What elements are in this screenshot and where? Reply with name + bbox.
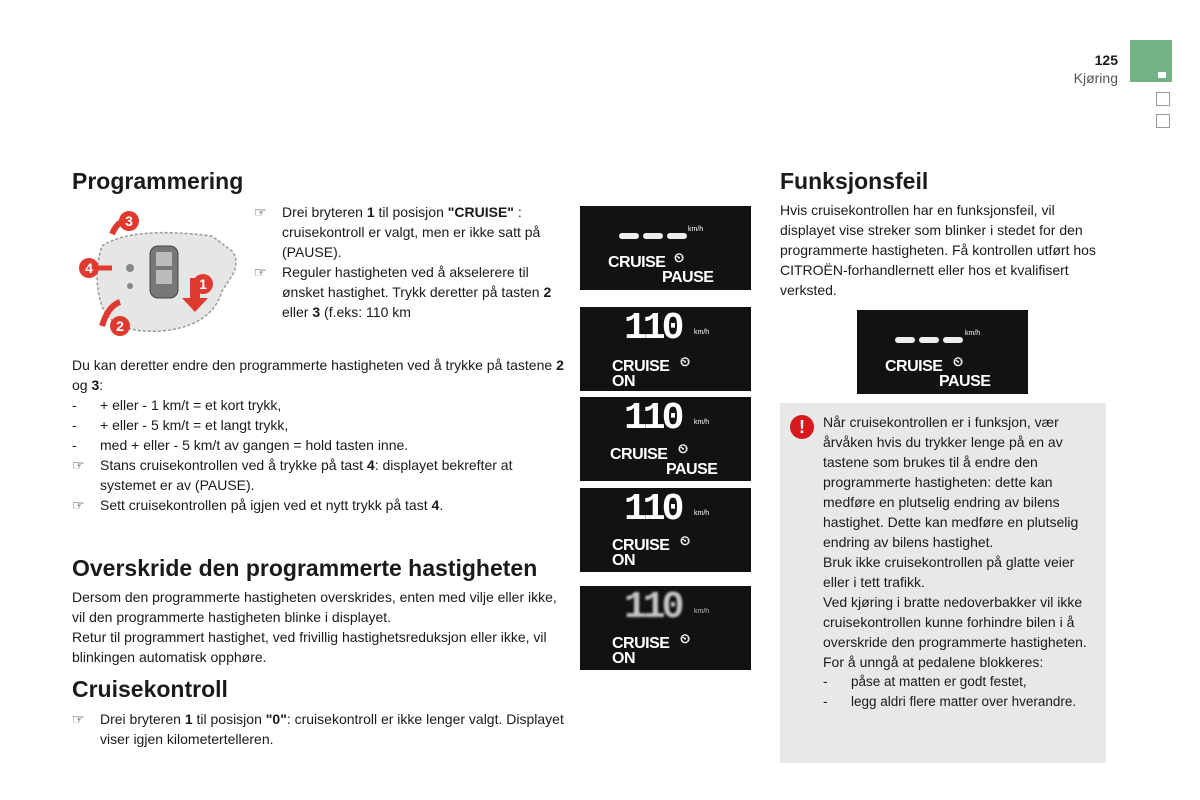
hand-pointer-icon: ☞ — [72, 711, 85, 727]
speedometer-icon: ⏲ — [678, 441, 688, 456]
step-item: ☞ Reguler hastigheten ved å akselerere til ønsket hastighet. Trykk deretter på tasten 2 eller 3 (f.eks: 110 km — [254, 264, 552, 320]
dash-item: - + eller - 5 km/t = et langt trykk, — [72, 417, 289, 433]
speedometer-icon: ⏲ — [680, 354, 690, 369]
programmering-body — [72, 355, 572, 515]
display-cruise-pause: km/h CRUISE PAUSE ⏲ — [580, 206, 751, 290]
chapter-tab-active — [1130, 40, 1172, 82]
callout-1: 1 — [199, 276, 207, 292]
hand-pointer-icon: ☞ — [254, 264, 267, 280]
adjust-paragraph: Du kan deretter endre den programmerte hastigheten ved å trykke på tastene 2 og 3: — [72, 357, 564, 393]
warning-box — [780, 403, 1106, 763]
heading-programmering: Programmering — [72, 168, 244, 194]
chapter-tab — [1156, 92, 1170, 106]
chapter-tab — [1156, 114, 1170, 128]
speedometer-icon: ⏲ — [680, 533, 690, 548]
stalk-illustration — [72, 206, 242, 344]
hand-pointer-icon: ☞ — [72, 497, 85, 513]
display-cruise-on-2: 110 km/h CRUISE ON ⏲ — [580, 488, 751, 572]
dash-item: - med + eller - 5 km/t av gangen = hold tasten inne. — [72, 437, 409, 453]
callout-3: 3 — [125, 213, 133, 229]
heading-funksjonsfeil: Funksjonsfeil — [780, 168, 929, 194]
step-item: ☞ Drei bryteren 1 til posisjon "CRUISE" : cruisekontroll er valgt, men er ikke satt på (PAUSE). — [254, 204, 541, 260]
callout-4: 4 — [85, 260, 93, 276]
page-number: 125 — [1094, 52, 1118, 68]
hand-pointer-icon: ☞ — [254, 204, 267, 220]
restart-item: ☞ Sett cruisekontrollen på igjen ved et nytt trykk på tast 4. — [72, 497, 444, 513]
speedometer-icon: ⏲ — [674, 250, 684, 265]
warning-text: Når cruisekontrollen er i funksjon, vær årvåken hvis du trykker lenge på en av tastene som brukes til å endre den programmerte hastigheten: dette kan medføre en plutselig endring av bilens hastighet. Dette kan medføre en plutselig endring av bilens hastighet. Bruk ikke cruisekontrollen på glatte veier eller i tett trafikk. Ved kjøring i bratte nedoverbakker vil ikke cruisekontrollen kunne forhindre bilen i å overskride den programmerte hastigheten. For å unngå at pedalene blokkeres: - påse at matten er godt festet, - legg aldri flere matter over hverandre. — [823, 414, 1087, 709]
programmering-steps — [254, 202, 570, 322]
funksjonsfeil-body: Hvis cruisekontrollen har en funksjonsfeil, vil displayet vise streker som blinker i stedet for den programmerte hastigheten. Få kontrollen utført hos CITROËN-forhandlernett eller hos et kvalifisert verksted. — [780, 202, 1096, 298]
callout-2: 2 — [116, 318, 124, 334]
section-label: Kjøring — [1073, 70, 1118, 86]
speedometer-icon: ⏲ — [680, 631, 690, 646]
display-fault-dashes: km/h CRUISE PAUSE ⏲ — [857, 310, 1028, 394]
hand-pointer-icon: ☞ — [72, 457, 85, 473]
display-cruise-on: 110 km/h CRUISE ON ⏲ — [580, 307, 751, 391]
display-speed-blinking: 110 km/h CRUISE ON ⏲ — [580, 586, 751, 670]
dash-item: - + eller - 1 km/t = et kort trykk, — [72, 397, 282, 413]
cruisekontroll-body: ☞ Drei bryteren 1 til posisjon "0": cruisekontroll er ikke lenger valgt. Displayet viser igjen kilometertelleren. — [72, 711, 564, 747]
heading-cruisekontroll: Cruisekontroll — [72, 676, 228, 702]
display-cruise-pause-110: 110 km/h CRUISE PAUSE ⏲ — [580, 397, 751, 481]
stop-item: ☞ Stans cruisekontrollen ved å trykke på tast 4: displayet bekrefter at systemet er av (PAUSE). — [72, 457, 513, 493]
warning-icon: ! — [790, 415, 814, 439]
speedometer-icon: ⏲ — [953, 354, 963, 369]
overskride-body: Dersom den programmerte hastigheten overskrides, enten med vilje eller ikke, vil den programmerte hastigheten blinke i displayet. Retur til programmert hastighet, ved frivillig hastighetsreduksjon eller ikke, vil blinkingen automatisk opphøre. — [72, 589, 557, 665]
heading-overskride: Overskride den programmerte hastigheten — [72, 555, 538, 581]
